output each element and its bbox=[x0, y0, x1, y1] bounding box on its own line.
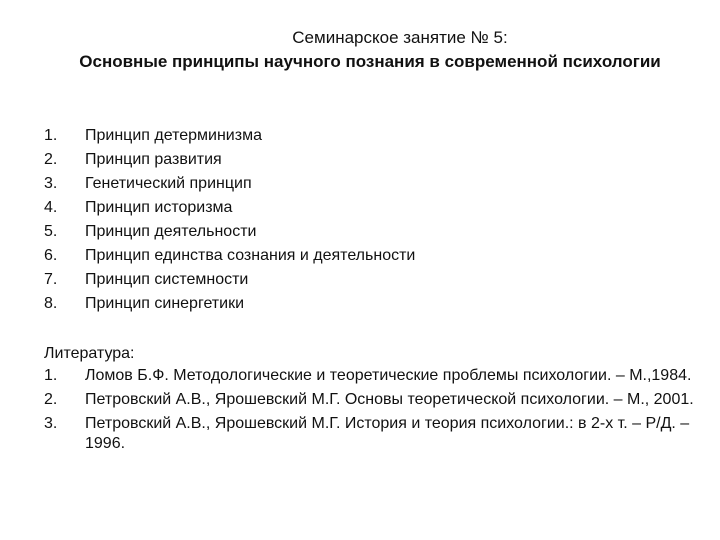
literature-text: Петровский А.В., Ярошевский М.Г. История и теория психологии.: в 2-х т. – Р/Д. – 1996. bbox=[85, 415, 690, 452]
principle-number: 7. bbox=[44, 271, 58, 288]
principle-text: Генетический принцип bbox=[85, 175, 252, 192]
literature-item bbox=[44, 390, 694, 410]
principle-item bbox=[44, 292, 415, 316]
principle-text: Принцип развития bbox=[85, 151, 222, 168]
principle-item bbox=[44, 244, 415, 268]
literature-heading: Литература: bbox=[44, 345, 135, 362]
principle-number: 2. bbox=[44, 151, 58, 168]
principle-number: 4. bbox=[44, 199, 58, 216]
principle-item bbox=[44, 124, 415, 148]
principle-item bbox=[44, 196, 415, 220]
principle-text: Принцип синергетики bbox=[85, 295, 245, 312]
principle-item bbox=[44, 148, 415, 172]
principle-text: Принцип историзма bbox=[85, 199, 233, 216]
principle-text: Принцип единства сознания и деятельности bbox=[85, 247, 416, 264]
literature-text: Ломов Б.Ф. Методологические и теоретические проблемы психологии. – М.,1984. bbox=[85, 367, 692, 384]
principle-item bbox=[44, 268, 415, 292]
literature-number: 3. bbox=[44, 415, 58, 432]
principle-number: 5. bbox=[44, 223, 58, 240]
principle-number: 3. bbox=[44, 175, 58, 192]
literature-number: 1. bbox=[44, 367, 58, 384]
principles-list bbox=[44, 124, 415, 316]
literature-text: Петровский А.В., Ярошевский М.Г. Основы теоретической психологии. – М., 2001. bbox=[85, 391, 694, 408]
principle-item bbox=[44, 220, 415, 244]
principle-item bbox=[44, 172, 415, 196]
literature-list bbox=[44, 366, 694, 458]
principle-number: 8. bbox=[44, 295, 58, 312]
title-block bbox=[40, 26, 700, 74]
principle-number: 1. bbox=[44, 127, 58, 144]
seminar-title: Семинарское занятие № 5: bbox=[292, 28, 508, 47]
principle-text: Принцип детерминизма bbox=[85, 127, 262, 144]
literature-item bbox=[44, 414, 694, 454]
principle-text: Принцип деятельности bbox=[85, 223, 257, 240]
topic-title: Основные принципы научного познания в современной психологии bbox=[79, 52, 661, 71]
principle-number: 6. bbox=[44, 247, 58, 264]
principle-text: Принцип системности bbox=[85, 271, 249, 288]
literature-number: 2. bbox=[44, 391, 58, 408]
literature-item bbox=[44, 366, 694, 386]
